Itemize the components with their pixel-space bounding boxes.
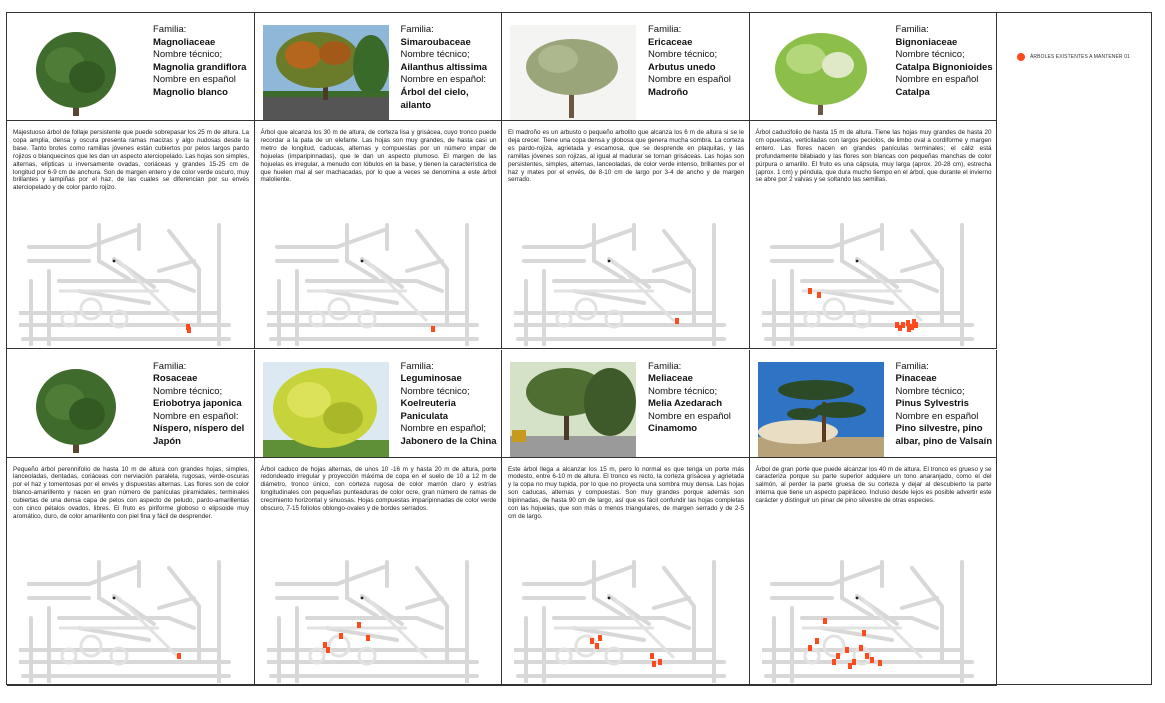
- technical-label: Nombre técnico;: [895, 49, 965, 61]
- spanish-label: Nombre en español:: [153, 410, 239, 422]
- technical-value: Eriobotrya japonica: [153, 398, 242, 410]
- tree-marker: [832, 659, 836, 665]
- location-map: [514, 558, 734, 683]
- tree-photo: [758, 362, 884, 457]
- technical-value: Magnolia grandiflora: [153, 61, 247, 73]
- legend-column: [997, 13, 1153, 686]
- tree-marker: [859, 645, 863, 651]
- technical-value: Arbutus unedo: [648, 61, 716, 73]
- tree-marker: [907, 326, 911, 332]
- technical-value: Pinus Sylvestris: [895, 398, 969, 410]
- tree-marker: [431, 326, 435, 332]
- tree-card-header: [750, 350, 997, 458]
- sheet: [6, 12, 1152, 685]
- tree-info: [401, 24, 501, 112]
- tree-marker: [862, 630, 866, 636]
- legend-label: ÁRBOLES EXISTENTES A MANTENER 01: [1030, 54, 1130, 60]
- family-label: Familia:: [400, 24, 434, 35]
- family-value: Meliaceae: [648, 373, 693, 385]
- family-value: Rosaceae: [153, 373, 198, 385]
- location-map: [19, 221, 239, 346]
- tree-marker: [817, 292, 821, 298]
- tree-photo: [510, 362, 636, 457]
- tree-marker: [912, 319, 916, 325]
- tree-info: [153, 24, 253, 100]
- tree-marker: [836, 653, 840, 659]
- family-value: Magnoliaceae: [153, 36, 216, 48]
- spanish-value: Níspero, níspero del Japón: [153, 423, 245, 448]
- technical-value: Catalpa Bignonioides: [895, 61, 993, 73]
- legend: [1017, 53, 1130, 61]
- technical-label: Nombre técnico;: [648, 49, 718, 61]
- family-label: Familia:: [153, 360, 187, 372]
- tree-description: Este árbol llega a alcanzar los 15 m, pero lo normal es que tenga un porte más modesto, entre 6-10 m de altura. El tronco es recto, la corteza grisácea y agrietada y la copa no muy tupida, por lo que no proyecta una sombra muy densa. Las hojas son caducas, alternas y compuestas. Son muy grandes porque además son bipinnadas, de hasta 90 cm de largo, así que es fácil confundir las hojas completas con las hojuelas, que son más o menos triangulares, de margen serrado y de 2-5 cm de largo.: [508, 465, 744, 520]
- tree-marker: [595, 643, 599, 649]
- tree-marker: [823, 618, 827, 624]
- tree-marker: [852, 659, 856, 665]
- location-map: [19, 558, 239, 683]
- technical-label: Nombre técnico;: [895, 385, 965, 397]
- tree-marker: [865, 653, 869, 659]
- tree-photo: [15, 362, 141, 457]
- tree-marker: [590, 638, 594, 644]
- legend-dot-icon: [1017, 53, 1025, 61]
- family-value: Pinaceae: [895, 373, 937, 385]
- technical-label: Nombre técnico;: [400, 49, 470, 61]
- tree-marker: [323, 642, 327, 648]
- spanish-value: Magnolio blanco: [153, 86, 228, 98]
- tree-description: Árbol caducifolio de hasta 15 m de altura. Tiene las hojas muy grandes de hasta 20 cm opuestas, verticiladas con largos peciolos, de limbo oval a cordiforme y margen entero. Las flores nacen en grandes panículas terminales; el cáliz está profundamente bilabiado y las flores son blancas con pequeñas manchas de color púrpura o amarillo. El fruto es una cápsula, muy larga (aprox. 20-28 cm), estrecha (aprox. 1 cm) y péndula, que dura mucho tiempo en el árbol, que durante el invierno se abre por 2 valvas y se soltando las semillas.: [755, 129, 992, 184]
- technical-label: Nombre técnico;: [648, 385, 718, 397]
- tree-photo: [15, 25, 141, 120]
- tree-card-header: [255, 350, 502, 458]
- tree-marker: [187, 327, 191, 333]
- tree-card: [255, 350, 503, 686]
- spanish-value: Pino silvestre, pino albar, pino de Valsaín: [895, 423, 993, 448]
- tree-info: [153, 361, 253, 449]
- technical-label: Nombre técnico;: [400, 385, 470, 397]
- spanish-label: Nombre en español: [895, 74, 979, 86]
- tree-card-header: [255, 13, 502, 121]
- tree-marker: [658, 659, 662, 665]
- tree-marker: [357, 622, 361, 628]
- tree-info: [648, 361, 748, 437]
- tree-card: [750, 13, 998, 349]
- spanish-label: Nombre en español: [895, 410, 979, 422]
- family-label: Familia:: [648, 24, 682, 35]
- tree-marker: [598, 635, 602, 641]
- tree-marker: [815, 638, 819, 644]
- tree-info: [896, 361, 996, 449]
- family-value: Leguminosae: [400, 373, 462, 385]
- tree-card: [255, 13, 503, 349]
- location-map: [514, 221, 734, 346]
- spanish-value: Árbol del cielo, ailanto: [400, 86, 469, 111]
- tree-info: [896, 24, 996, 100]
- tree-marker: [870, 657, 874, 663]
- tree-description: Árbol que alcanza los 30 m de altura, de corteza lisa y grisácea, cuyo tronco puede recordar a la pata de un elefante. Las hojas son muy grandes, de hasta casi un metro de longitud, caducas, alternas y compuestas por un número impar de hojuelas (imparipinnadas), que le dan un aspecto plumoso. El margen de las hojuelas es irregular, a menudo con lóbulos en la base, y tienen la característica de que huelen mal al ser machacadas, por lo que a veces se denomina a este árbol maloliente.: [260, 129, 497, 184]
- tree-marker: [650, 653, 654, 659]
- tree-card-header: [750, 13, 997, 121]
- spanish-label: Nombre en español: [648, 410, 731, 422]
- family-value: Ericaceae: [648, 36, 693, 48]
- tree-photo: [510, 25, 636, 120]
- tree-card: [7, 13, 255, 349]
- family-label: Familia:: [400, 360, 434, 372]
- family-value: Simaroubaceae: [400, 36, 471, 48]
- tree-card: [502, 350, 750, 686]
- tree-marker: [878, 660, 882, 666]
- tree-marker: [906, 320, 910, 326]
- tree-description: Pequeño árbol perennifolio de hasta 10 m de altura con grandes hojas, simples, lanceoladas, dentadas, coriáceas con nerviación paralela, rugosas, verde-oscuras por el haz y tomentosas por el envés y dispuestas alternas. Las flores son de color blanco-amarillento y nacen en gran número de panículas piramidales, terminales cubiertas de una densa capa de pelos con aspecto de peludo, pardo-amarillentas con cinco pétalos ovados, libres. El fruto es piriforme globoso o elipsoide muy aromático, duro, de color amarillento con piel fina y fácil de desprender.: [13, 465, 249, 520]
- tree-info: [401, 361, 501, 449]
- tree-photo: [263, 25, 389, 120]
- tree-info: [648, 24, 748, 100]
- tree-card-header: [502, 350, 749, 458]
- tree-card-header: [7, 13, 254, 121]
- family-label: Familia:: [153, 24, 187, 35]
- family-label: Familia:: [895, 360, 929, 372]
- tree-card: [7, 350, 255, 686]
- location-map: [762, 558, 982, 683]
- tree-description: El madroño es un arbusto o pequeño arbolito que alcanza los 6 m de altura si se le deja crecer. Tiene una copa densa y globosa que genera mucha sombra. La corteza es pardo-rojiza, agrietada y escamosa, que se desprende en plaquitas, y las ramillas jóvenes son rojizas, al igual al madurar se tornan grisáceas. Las hojas son persistentes, simples, alternas, lanceoladas, de color verde intenso, brillantes por el haz y mates por el envés, de 8-10 cm de largo por 3-4 de ancho y de margen serrado.: [508, 129, 744, 184]
- tree-description: Árbol de gran porte que puede alcanzar los 40 m de altura. El tronco es grueso y se caracteriza porque su parte superior adquiere un tono anaranjado, como el del salmón, al perder la parte gruesa de su corteza y dejar al descubierto la parte interna que tiene un aspecto papiráceo. Incluso desde lejos es posible advertir este carácter y distinguir un pinar de pino silvestre de otras especies.: [755, 465, 992, 505]
- tree-marker: [845, 647, 849, 653]
- spanish-value: Madroño: [648, 86, 689, 98]
- tree-card: [750, 350, 998, 686]
- spanish-label: Nombre en español: [648, 74, 731, 86]
- technical-value: Koelreuteria Paniculata: [400, 398, 456, 422]
- tree-marker: [848, 663, 852, 669]
- location-map: [267, 221, 487, 346]
- technical-value: Ailanthus altissima: [400, 61, 488, 73]
- tree-photo: [263, 362, 389, 457]
- tree-marker: [675, 318, 679, 324]
- tree-card: [502, 13, 750, 349]
- tree-photo: [758, 25, 884, 120]
- spanish-label: Nombre en español: [153, 74, 236, 86]
- tree-grid: [7, 13, 997, 686]
- family-label: Familia:: [895, 24, 929, 35]
- tree-marker: [808, 288, 812, 294]
- tree-description: Árbol caduco de hojas alternas, de unos 10 -16 m y hasta 20 m de altura, porte redondeado irregular y proyección máxima de copa en el suelo de 10 a 12 m de diámetro, tronco único, con corteza rugosa de color marrón claro y estrías longitudinales con pequeñas punteaduras de color ocre, gran número de ramas de crecimiento horizontal y sinuosas. Hojas compuestas imparipinnadas de color verde obscuro, 7-15 folíolos oblongo-ovales y de bordes serrados.: [260, 465, 497, 513]
- spanish-label: Nombre en español:: [400, 74, 487, 86]
- tree-marker: [339, 633, 343, 639]
- technical-label: Nombre técnico;: [153, 385, 223, 397]
- tree-card-header: [502, 13, 749, 121]
- tree-marker: [808, 645, 812, 651]
- family-label: Familia:: [648, 360, 682, 372]
- spanish-label: Nombre en español;: [400, 423, 487, 435]
- spanish-value: Catalpa: [895, 86, 930, 98]
- tree-card-header: [7, 350, 254, 458]
- tree-marker: [652, 661, 656, 667]
- tree-description: Majestuoso árbol de follaje persistente que puede sobrepasar los 25 m de altura. La copa amplia, densa y oscura presenta ramas macizas y algo nudosas desde la base. Tanto brotes como ramillas jóvenes están cubiertos por pelos largos pardo rojizos o blanquecinos que les dan un aspecto aterciopelado. Las hojas son simples, alternas, elípticas u inversamente ovadas, coriáceas y grandes 15-25 cm de longitud por 6-9 cm de anchura. Son de margen entero y de color verde oscuro, muy brillantes y lampiñas por el haz, de las cuales se diferencian por su envés aterciopelado y de color pardo rojizo.: [13, 129, 249, 192]
- location-map: [762, 221, 982, 346]
- spanish-value: Cinamomo: [648, 423, 698, 435]
- tree-marker: [898, 325, 902, 331]
- spanish-value: Jabonero de la China: [400, 436, 497, 448]
- location-map: [267, 558, 487, 683]
- technical-value: Melia Azedarach: [648, 398, 723, 410]
- tree-marker: [366, 635, 370, 641]
- tree-marker: [177, 653, 181, 659]
- technical-label: Nombre técnico;: [153, 49, 223, 61]
- family-value: Bignoniaceae: [895, 36, 958, 48]
